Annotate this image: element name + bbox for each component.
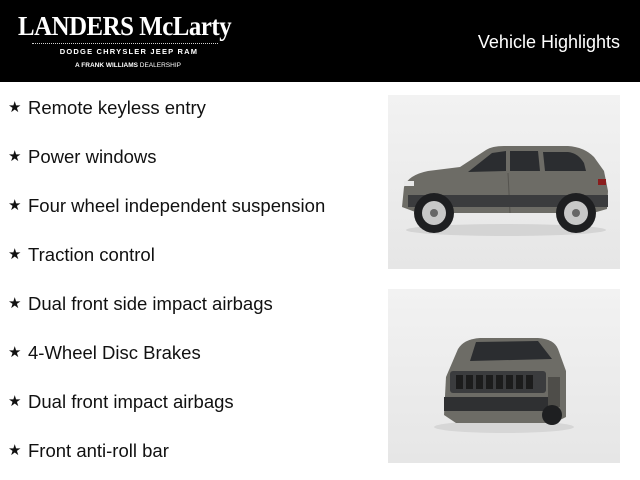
feature-item <box>8 291 273 317</box>
star-icon: ★ <box>8 442 22 459</box>
star-icon: ★ <box>8 197 22 214</box>
logo-dealer-prefix: A FRANK WILLIAMS <box>75 62 138 69</box>
feature-label: Power windows <box>28 146 157 167</box>
feature-item <box>8 144 157 170</box>
feature-item <box>8 340 201 366</box>
logo-dealer-line <box>58 62 198 69</box>
feature-label: Remote keyless entry <box>28 97 206 118</box>
star-icon: ★ <box>8 148 22 165</box>
logo-name: LANDERS McLarty <box>18 11 232 41</box>
feature-label: Front anti-roll bar <box>28 440 169 461</box>
logo-divider <box>32 43 218 44</box>
page-title: Vehicle Highlights <box>477 32 620 52</box>
feature-label: Four wheel independent suspension <box>28 195 326 216</box>
feature-label: Dual front impact airbags <box>28 391 234 412</box>
feature-item <box>8 389 234 415</box>
vehicle-side-photo[interactable] <box>388 95 620 269</box>
feature-label: 4-Wheel Disc Brakes <box>28 342 201 363</box>
feature-item <box>8 95 206 121</box>
feature-item <box>8 193 325 219</box>
star-icon: ★ <box>8 246 22 263</box>
vehicle-front-illustration <box>388 289 620 463</box>
dealer-logo[interactable] <box>18 10 232 74</box>
star-icon: ★ <box>8 99 22 116</box>
feature-label: Dual front side impact airbags <box>28 293 273 314</box>
feature-item <box>8 438 169 464</box>
feature-item <box>8 242 155 268</box>
star-icon: ★ <box>8 344 22 361</box>
star-icon: ★ <box>8 295 22 312</box>
star-icon: ★ <box>8 393 22 410</box>
feature-label: Traction control <box>28 244 155 265</box>
vehicle-side-illustration <box>388 95 620 269</box>
vehicle-front-photo[interactable] <box>388 289 620 463</box>
logo-dealer-suffix: DEALERSHIP <box>137 62 181 69</box>
logo-brands: DODGE CHRYSLER JEEP RAM <box>59 47 199 56</box>
header-bar <box>0 0 640 82</box>
